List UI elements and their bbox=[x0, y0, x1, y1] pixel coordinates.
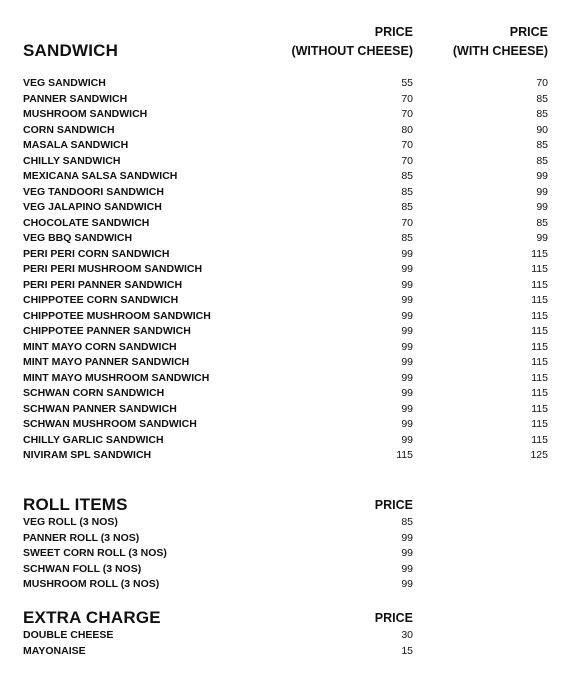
menu-item-price-with-cheese: 115 bbox=[531, 278, 548, 291]
menu-item-price-with-cheese: 85 bbox=[536, 154, 548, 167]
menu-item-price: 99 bbox=[401, 578, 413, 590]
extra-section-title: EXTRA CHARGE bbox=[23, 608, 161, 627]
menu-item-name: CORN SANDWICH bbox=[23, 123, 115, 136]
menu-item-price: 99 bbox=[401, 402, 413, 415]
menu-item-row bbox=[0, 92, 577, 108]
menu-item-row bbox=[0, 402, 577, 418]
roll-section-title: ROLL ITEMS bbox=[23, 495, 128, 514]
menu-item-name: PANNER ROLL (3 NOS) bbox=[23, 531, 140, 544]
menu-item-price: 85 bbox=[401, 232, 413, 244]
sandwich-section-title: SANDWICH bbox=[23, 41, 119, 60]
menu-item-row bbox=[0, 577, 577, 593]
menu-item-row bbox=[0, 448, 577, 464]
menu-item-row bbox=[0, 309, 577, 325]
menu-item-name: MINT MAYO MUSHROOM SANDWICH bbox=[23, 371, 210, 384]
menu-item-price-with-cheese: 115 bbox=[531, 340, 548, 353]
menu-item-name: VEG ROLL (3 NOS) bbox=[23, 516, 118, 528]
menu-item-price-with-cheese: 115 bbox=[531, 247, 548, 260]
menu-item-price: 99 bbox=[401, 309, 413, 322]
menu-item-name: CHOCOLATE SANDWICH bbox=[23, 216, 150, 229]
menu-item-row bbox=[0, 433, 577, 449]
menu-item-price-with-cheese: 99 bbox=[536, 201, 548, 213]
menu-item-price: 115 bbox=[396, 449, 413, 461]
menu-item-price: 70 bbox=[401, 108, 413, 120]
menu-item-row bbox=[0, 355, 577, 371]
menu-item-row bbox=[0, 371, 577, 387]
menu-item-price: 99 bbox=[401, 247, 413, 260]
menu-item-name: MUSHROOM ROLL (3 NOS) bbox=[23, 578, 160, 590]
sandwich-price-header-2-line1: PRICE bbox=[509, 25, 548, 39]
menu-item-name: MAYONAISE bbox=[23, 644, 86, 657]
menu-item-name: CHILLY GARLIC SANDWICH bbox=[23, 433, 164, 446]
menu-item-price: 99 bbox=[401, 340, 413, 353]
menu-item-price: 99 bbox=[401, 433, 413, 446]
menu-item-price: 99 bbox=[401, 278, 413, 291]
menu-item-price-with-cheese: 90 bbox=[536, 123, 548, 136]
menu-item-price-with-cheese: 115 bbox=[531, 433, 548, 446]
menu-item-price: 55 bbox=[401, 77, 413, 89]
menu-item-name: PERI PERI MUSHROOM SANDWICH bbox=[23, 263, 203, 275]
menu-item-row bbox=[0, 546, 577, 562]
menu-item-name: PANNER SANDWICH bbox=[23, 92, 128, 105]
menu-item-price-with-cheese: 99 bbox=[536, 232, 548, 244]
sandwich-price-header-1-line2: (WITHOUT CHEESE) bbox=[291, 44, 413, 58]
menu-item-price-with-cheese: 115 bbox=[531, 418, 548, 430]
menu-item-row bbox=[0, 293, 577, 309]
extra-price-header: PRICE bbox=[374, 611, 413, 625]
menu-item-price-with-cheese: 115 bbox=[531, 387, 548, 399]
menu-item-price-with-cheese: 99 bbox=[536, 170, 548, 182]
menu-item-price: 99 bbox=[401, 263, 413, 275]
menu-item-row bbox=[0, 247, 577, 263]
menu-item-price: 85 bbox=[401, 170, 413, 182]
menu-item-price: 99 bbox=[401, 562, 413, 575]
menu-item-price: 30 bbox=[401, 629, 413, 641]
menu-item-row bbox=[0, 123, 577, 139]
menu-item-price-with-cheese: 115 bbox=[531, 309, 548, 322]
menu-item-name: PERI PERI CORN SANDWICH bbox=[23, 247, 170, 260]
menu-item-price: 99 bbox=[401, 294, 413, 306]
menu-item-row bbox=[0, 185, 577, 201]
menu-item-name: SCHWAN PANNER SANDWICH bbox=[23, 402, 177, 415]
menu-item-name: CHILLY SANDWICH bbox=[23, 154, 121, 167]
menu-item-row bbox=[0, 531, 577, 547]
menu-item-row bbox=[0, 644, 577, 660]
menu-item-price-with-cheese: 85 bbox=[536, 139, 548, 151]
menu-item-row bbox=[0, 562, 577, 578]
sandwich-price-header-2-line2: (WITH CHEESE) bbox=[452, 44, 548, 58]
menu-item-name: CHIPPOTEE MUSHROOM SANDWICH bbox=[23, 309, 211, 322]
roll-price-header: PRICE bbox=[374, 498, 413, 512]
menu-item-row bbox=[0, 107, 577, 123]
menu-item-price-with-cheese: 85 bbox=[536, 108, 548, 120]
menu-item-name: CHIPPOTEE CORN SANDWICH bbox=[23, 294, 179, 306]
menu-item-price: 99 bbox=[401, 418, 413, 430]
menu-item-price-with-cheese: 115 bbox=[531, 371, 548, 384]
menu-item-row bbox=[0, 200, 577, 216]
menu-item-name: VEG TANDOORI SANDWICH bbox=[23, 185, 164, 198]
menu-item-row bbox=[0, 76, 577, 92]
menu-item-price-with-cheese: 99 bbox=[536, 185, 548, 198]
menu-item-row bbox=[0, 340, 577, 356]
menu-item-price-with-cheese: 70 bbox=[536, 77, 548, 89]
menu-item-row bbox=[0, 262, 577, 278]
menu-item-row bbox=[0, 138, 577, 154]
menu-item-price-with-cheese: 85 bbox=[536, 92, 548, 105]
menu-item-price-with-cheese: 115 bbox=[531, 356, 548, 368]
menu-item-row bbox=[0, 515, 577, 531]
menu-item-price: 70 bbox=[401, 92, 413, 105]
menu-item-price: 99 bbox=[401, 371, 413, 384]
menu-item-name: CHIPPOTEE PANNER SANDWICH bbox=[23, 325, 191, 337]
menu-item-price: 70 bbox=[401, 154, 413, 167]
menu-item-name: MASALA SANDWICH bbox=[23, 139, 129, 151]
menu-item-price: 70 bbox=[401, 139, 413, 151]
menu-item-row bbox=[0, 278, 577, 294]
menu-item-name: MINT MAYO PANNER SANDWICH bbox=[23, 356, 190, 368]
menu-item-price: 99 bbox=[401, 387, 413, 399]
menu-item-name: SCHWAN CORN SANDWICH bbox=[23, 387, 165, 399]
menu-item-name: MUSHROOM SANDWICH bbox=[23, 108, 148, 120]
sandwich-price-header-1-line1: PRICE bbox=[374, 25, 413, 39]
menu-item-name: MINT MAYO CORN SANDWICH bbox=[23, 340, 177, 353]
menu-item-row bbox=[0, 417, 577, 433]
menu-item-price: 15 bbox=[401, 644, 413, 657]
menu-item-price: 85 bbox=[401, 516, 413, 528]
menu-item-row bbox=[0, 231, 577, 247]
menu-item-price: 70 bbox=[401, 216, 413, 229]
menu-item-row bbox=[0, 154, 577, 170]
menu-item-name: NIVIRAM SPL SANDWICH bbox=[23, 449, 152, 461]
menu-item-name: SCHWAN MUSHROOM SANDWICH bbox=[23, 418, 197, 430]
menu-item-name: SCHWAN FOLL (3 NOS) bbox=[23, 562, 142, 575]
menu-item-price: 99 bbox=[401, 531, 413, 544]
menu-item-price-with-cheese: 85 bbox=[536, 216, 548, 229]
menu-item-name: SWEET CORN ROLL (3 NOS) bbox=[23, 547, 167, 559]
menu-item-row bbox=[0, 628, 577, 644]
menu-item-name: DOUBLE CHEESE bbox=[23, 629, 114, 641]
menu-item-price-with-cheese: 125 bbox=[530, 449, 548, 461]
menu-item-price: 99 bbox=[401, 547, 413, 559]
menu-item-row bbox=[0, 386, 577, 402]
menu-item-price: 80 bbox=[401, 123, 413, 136]
menu-item-name: VEG BBQ SANDWICH bbox=[23, 232, 133, 244]
menu-item-price-with-cheese: 115 bbox=[531, 263, 548, 275]
menu-item-price-with-cheese: 115 bbox=[531, 294, 548, 306]
menu-item-price-with-cheese: 115 bbox=[531, 325, 548, 337]
menu-item-name: MEXICANA SALSA SANDWICH bbox=[23, 170, 178, 182]
menu-item-price: 85 bbox=[401, 185, 413, 198]
menu-item-name: VEG JALAPINO SANDWICH bbox=[23, 201, 162, 213]
menu-item-row bbox=[0, 169, 577, 185]
menu-item-price: 85 bbox=[401, 201, 413, 213]
menu-item-row bbox=[0, 216, 577, 232]
menu-item-row bbox=[0, 324, 577, 340]
menu-item-price-with-cheese: 115 bbox=[531, 402, 548, 415]
menu-item-name: PERI PERI PANNER SANDWICH bbox=[23, 278, 183, 291]
menu-item-price: 99 bbox=[401, 325, 413, 337]
menu-item-price: 99 bbox=[401, 356, 413, 368]
menu-item-name: VEG SANDWICH bbox=[23, 77, 106, 89]
